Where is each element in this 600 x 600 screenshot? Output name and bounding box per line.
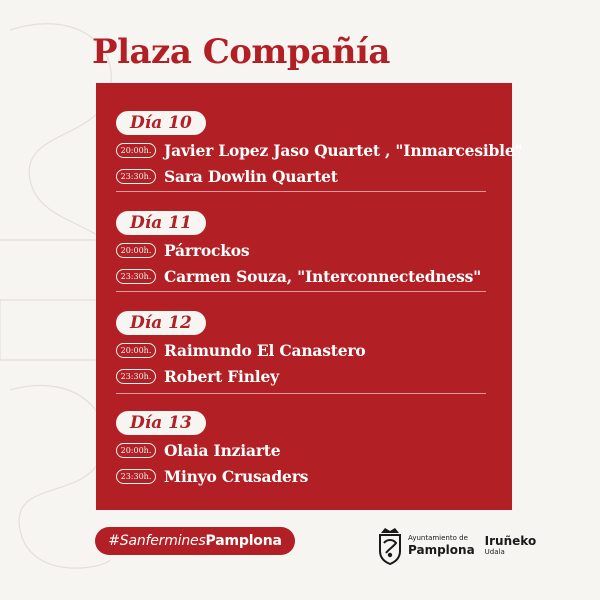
ayuntamiento-big: Pamplona: [408, 542, 475, 557]
time-badge: 23:30h.: [116, 469, 156, 484]
coat-of-arms-icon: [377, 525, 403, 565]
schedule-slot: [116, 365, 492, 387]
time-badge: 20:00h.: [116, 443, 156, 458]
act-name: Robert Finley: [164, 366, 279, 386]
schedule-slot: [116, 339, 492, 361]
irunea-text: [485, 535, 537, 556]
irunea-small: Udala: [484, 547, 505, 556]
act-name: Javier Lopez Jaso Quartet , "Inmarcesible": [164, 140, 523, 160]
schedule-slot: [116, 165, 492, 187]
act-name: Carmen Souza, "Interconnectedness": [164, 266, 482, 286]
city-council-logo: [377, 523, 537, 567]
hashtag-suffix: Pamplona: [205, 533, 282, 549]
day-badge: Día 10: [116, 111, 206, 135]
ayuntamiento-text: [408, 535, 475, 556]
day-block: [116, 411, 492, 487]
day-block: [116, 311, 492, 387]
page-title: Plaza Compañía: [92, 32, 390, 72]
irunea-big: Iruñeko: [484, 533, 537, 548]
time-badge: 23:30h.: [116, 269, 156, 284]
schedule-panel: [96, 83, 523, 510]
day-block: [116, 111, 523, 187]
divider: [116, 393, 486, 394]
day-badge: Día 13: [116, 411, 206, 435]
day-badge: Día 11: [116, 211, 206, 235]
time-badge: 20:00h.: [116, 143, 156, 158]
divider: [116, 291, 486, 292]
schedule-slot: [116, 265, 492, 287]
time-badge: 20:00h.: [116, 243, 156, 258]
act-name: Sara Dowlin Quartet: [164, 166, 338, 186]
ayuntamiento-small: Ayuntamiento de: [408, 533, 468, 542]
schedule-slot: [116, 239, 492, 261]
divider: [116, 191, 486, 192]
day-badge: Día 12: [116, 311, 206, 335]
act-name: Minyo Crusaders: [164, 466, 309, 486]
hashtag-pill: [95, 527, 295, 555]
act-name: Olaia Inziarte: [164, 440, 281, 460]
hashtag-prefix: #Sanfermines: [108, 533, 206, 549]
schedule-slot: [116, 465, 492, 487]
time-badge: 20:00h.: [116, 343, 156, 358]
time-badge: 23:30h.: [116, 169, 156, 184]
schedule-slot: [116, 139, 523, 161]
day-block: [116, 211, 492, 287]
time-badge: 23:30h.: [116, 369, 156, 384]
schedule-slot: [116, 439, 492, 461]
act-name: Raimundo El Canastero: [164, 340, 366, 360]
act-name: Párrockos: [164, 240, 250, 260]
